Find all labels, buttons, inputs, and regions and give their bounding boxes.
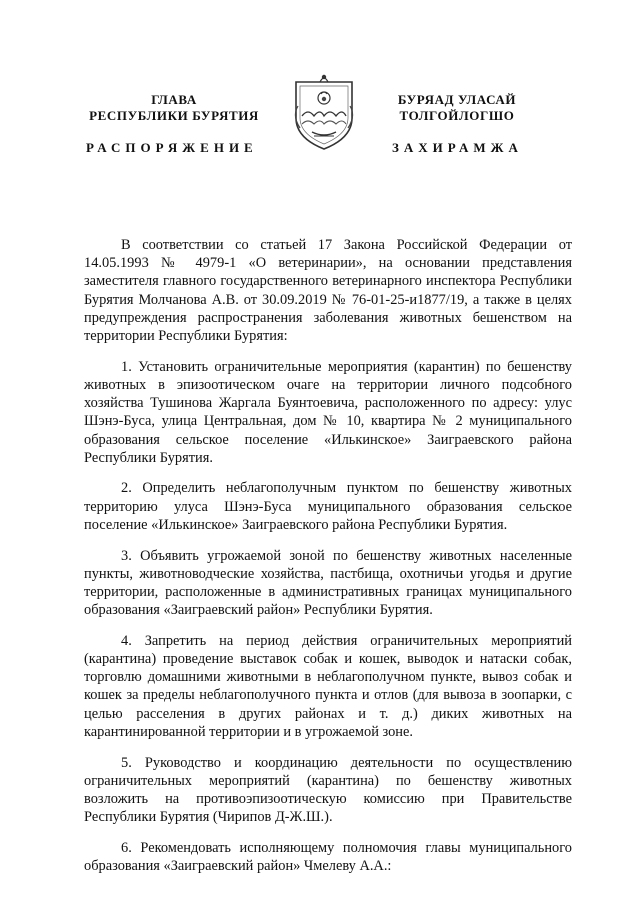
header-right-subtitle: ТОЛГОЙЛОГШО [399, 108, 515, 123]
header-left-title: ГЛАВА [151, 92, 197, 107]
header-left-subtitle: РЕСПУБЛИКИ БУРЯТИЯ [89, 108, 259, 123]
clause-5-paragraph: 5. Руководство и координацию деятельности по осуществлению ограничительных мероприятий (карантина) по бешенству животных возложить на противоэпизоотическую комиссию при Правительстве Республики Бурятия (Чирипов Д-Ж.Ш.). [84, 754, 572, 826]
document-type-buryat: ЗАХИРАМЖА [392, 140, 523, 155]
clause-6-paragraph: 6. Рекомендовать исполняющему полномочия главы муниципального образования «Заиграевский район» Чмелеву А.А.: [84, 839, 572, 875]
clause-2-paragraph: 2. Определить неблагополучным пунктом по бешенству животных территорию улуса Шэнэ-Буса муниципального образования сельское поселение «Илькинское» Заиграевского района Республики Бурятия. [84, 480, 572, 533]
clause-3-paragraph: 3. Объявить угрожаемой зоной по бешенству животных населенные пункты, животноводческие хозяйства, пастбища, охотничьи угодья и другие территории, расположенные в административных границах муниципального образования «Заиграевский район» Республики Бурятия. [84, 547, 572, 619]
header-left [72, 92, 276, 124]
header-right-title: БУРЯАД УЛАСАЙ [397, 92, 517, 107]
coat-of-arms-icon [290, 72, 358, 152]
clause-4-paragraph: 4. Запретить на период действия ограничительных мероприятий (карантина) проведение выставок собак и кошек, выводок и натаски собак, торговлю домашними животными в неблагополучном пункте, вывоз собак и кошек за пределы неблагополучного пункта и отлов (для вывоза в зоопарки, с целью расселения в других районах и т. д.) диких животных на карантинированной территории и в угрожаемой зоне. [84, 632, 572, 740]
document-type-russian: РАСПОРЯЖЕНИЕ [86, 140, 258, 155]
header-right [360, 92, 554, 124]
clause-1-paragraph: 1. Установить ограничительные мероприятия (карантин) по бешенству животных в эпизоотическом очаге на территории личного подсобного хозяйства Тушинова Жаргала Буянтоевича, расположенного по адресу: улус Шэнэ-Буса, улица Центральная, дом № 10, квартира № 2 муниципального образования сельское поселение «Илькинское» Заиграевского района Республики Бурятия. [84, 358, 572, 466]
document-body [84, 236, 572, 888]
preamble-paragraph: В соответствии со статьей 17 Закона Российской Федерации от 14.05.1993 № 4979-1 «О ветеринарии», на основании представления заместителя главного государственного ветеринарного инспектора Республики Бурятия Молчанова А.В. от 30.09.2019 № 76-01-25-и1877/19, а также в целях предупреждения распространения заболевания животных бешенством на территории Республики Бурятия: [84, 237, 572, 345]
